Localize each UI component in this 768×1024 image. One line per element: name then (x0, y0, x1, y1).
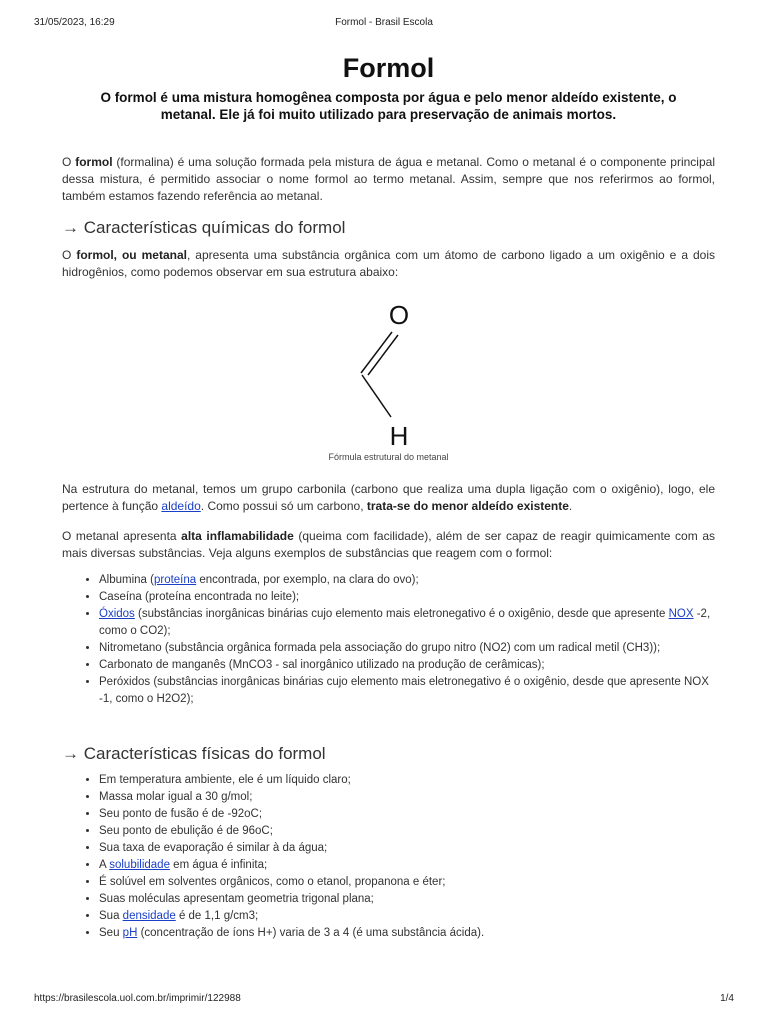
text: Seu ponto de fusão é de -92oC; (99, 808, 263, 820)
text: encontrada, por exemplo, na clara do ovo); (196, 574, 419, 586)
link-ph[interactable]: pH (122, 927, 138, 939)
list-item (99, 789, 715, 806)
text: Massa molar igual a 30 g/mol; (99, 791, 253, 803)
text: -2, como o CO2); (99, 608, 711, 637)
text: Sua (99, 910, 123, 922)
double-bond-line-2 (368, 335, 398, 375)
list-item (99, 572, 715, 589)
list-item (99, 806, 715, 823)
text: Caseína (proteína encontrada no leite); (99, 591, 300, 603)
link-densidade[interactable]: densidade (122, 910, 176, 922)
list-item (99, 640, 715, 657)
list-item (99, 874, 715, 891)
link-oxidos[interactable]: Óxidos (99, 608, 135, 620)
section-heading-chemical: → Características químicas do formol (62, 218, 346, 237)
print-date: 31/05/2023, 16:29 (34, 17, 115, 28)
text: O (62, 155, 76, 169)
single-bond-line (362, 375, 391, 417)
text: em água é infinita; (169, 859, 268, 871)
print-url: https://brasilescola.uol.com.br/imprimir/122988 (34, 993, 241, 1004)
paragraph-flammability (62, 528, 715, 562)
list-item (99, 674, 715, 708)
physical-properties-list (62, 772, 715, 942)
link-aldeido[interactable]: aldeído (161, 499, 201, 513)
text: A (99, 859, 110, 871)
text: Seu (99, 927, 123, 939)
list-item (99, 606, 715, 640)
double-bond-line-1 (361, 332, 392, 373)
list-item (99, 891, 715, 908)
paragraph-carbonyl (62, 481, 715, 515)
text: Sua taxa de evaporação é similar à da água; (99, 842, 328, 854)
text: Em temperatura ambiente, ele é um líquido claro; (99, 774, 351, 786)
print-page-title: Formol - Brasil Escola (335, 17, 433, 28)
list-item (99, 772, 715, 789)
text: é de 1,1 g/cm3; (175, 910, 259, 922)
list-item (99, 823, 715, 840)
text: (queima com facilidade), além de ser capaz de reagir quimicamente com as mais diversas substâncias. Veja alguns exemplos de substâncias que reagem com o formol: (62, 529, 715, 560)
text: . (568, 499, 573, 513)
text: Carbonato de manganês (MnCO3 - sal inorgânico utilizado na produção de cerâmicas); (99, 659, 545, 671)
list-item (99, 925, 715, 942)
paragraph-structure (62, 247, 715, 281)
link-nox[interactable]: NOX (668, 608, 694, 620)
text: Nitrometano (substância orgânica formada pela associação do grupo nitro (NO2) com um radical metil (CH3)); (99, 642, 661, 654)
link-proteina[interactable]: proteína (153, 574, 197, 586)
structure-figure (62, 295, 715, 465)
text: Suas moléculas apresentam geometria trigonal plana; (99, 893, 374, 905)
bold-text: alta inflamabilidade (181, 529, 294, 543)
figure-caption: Fórmula estrutural do metanal (328, 452, 449, 462)
text: Albumina ( (99, 574, 154, 586)
text: Peróxidos (substâncias inorgânicas binárias cujo elemento mais eletronegativo é o oxigênio, desde que apresente NOX -1, como o H2O2); (99, 676, 709, 705)
list-item (99, 657, 715, 674)
article-title: Formol (342, 53, 435, 83)
text: . Como possui só um carbono, (200, 499, 367, 513)
article-lead: O formol é uma mistura homogênea composta por água e pelo menor aldeído existente, o metanal. Ele já foi muito utilizado para preservação de animais mortos. (100, 90, 677, 122)
text: O metanal apresenta (62, 529, 182, 543)
text: O (62, 248, 77, 262)
bold-text: formol, ou metanal (76, 248, 187, 262)
bold-text: trata-se do menor aldeído existente (366, 499, 569, 513)
text: (formalina) é uma solução formada pela mistura de água e metanal. Como o metanal é o componente principal dessa mistura, é permitido associar o nome formol ao termo metanal. Assim, sempre que nos referirmos ao formol, também estamos fazendo referência ao metanal. (62, 155, 715, 203)
text: , apresenta uma substância orgânica com um átomo de carbono ligado a um oxigênio e a dois hidrogênios, como podemos observar em sua estrutura abaixo: (62, 248, 716, 279)
text: (concentração de íons H+) varia de 3 a 4 (é uma substância ácida). (137, 927, 485, 939)
list-item (99, 857, 715, 874)
hydrogen-atom-label: H (389, 421, 409, 445)
link-solubilidade[interactable]: solubilidade (109, 859, 170, 871)
list-item (99, 589, 715, 606)
print-page-number: 1/4 (720, 993, 734, 1004)
reactive-substances-list (62, 572, 715, 708)
text: Seu ponto de ebulição é de 96oC; (99, 825, 273, 837)
text: É solúvel em solventes orgânicos, como o etanol, propanona e éter; (99, 876, 446, 888)
list-item (99, 908, 715, 925)
bold-text: formol (75, 155, 113, 169)
article (62, 50, 715, 942)
section-heading-physical: → Características físicas do formol (62, 744, 326, 763)
intro-paragraph (62, 154, 715, 205)
oxygen-atom-label: O (388, 300, 410, 330)
text: (substâncias inorgânicas binárias cujo elemento mais eletronegativo é o oxigênio, desde que apresente (134, 608, 669, 620)
metanal-structure-drawing (352, 295, 422, 445)
text: Na estrutura do metanal, temos um grupo carbonila (carbono que realiza uma dupla ligação com o oxigênio), logo, ele pertence à função (62, 482, 715, 513)
list-item (99, 840, 715, 857)
